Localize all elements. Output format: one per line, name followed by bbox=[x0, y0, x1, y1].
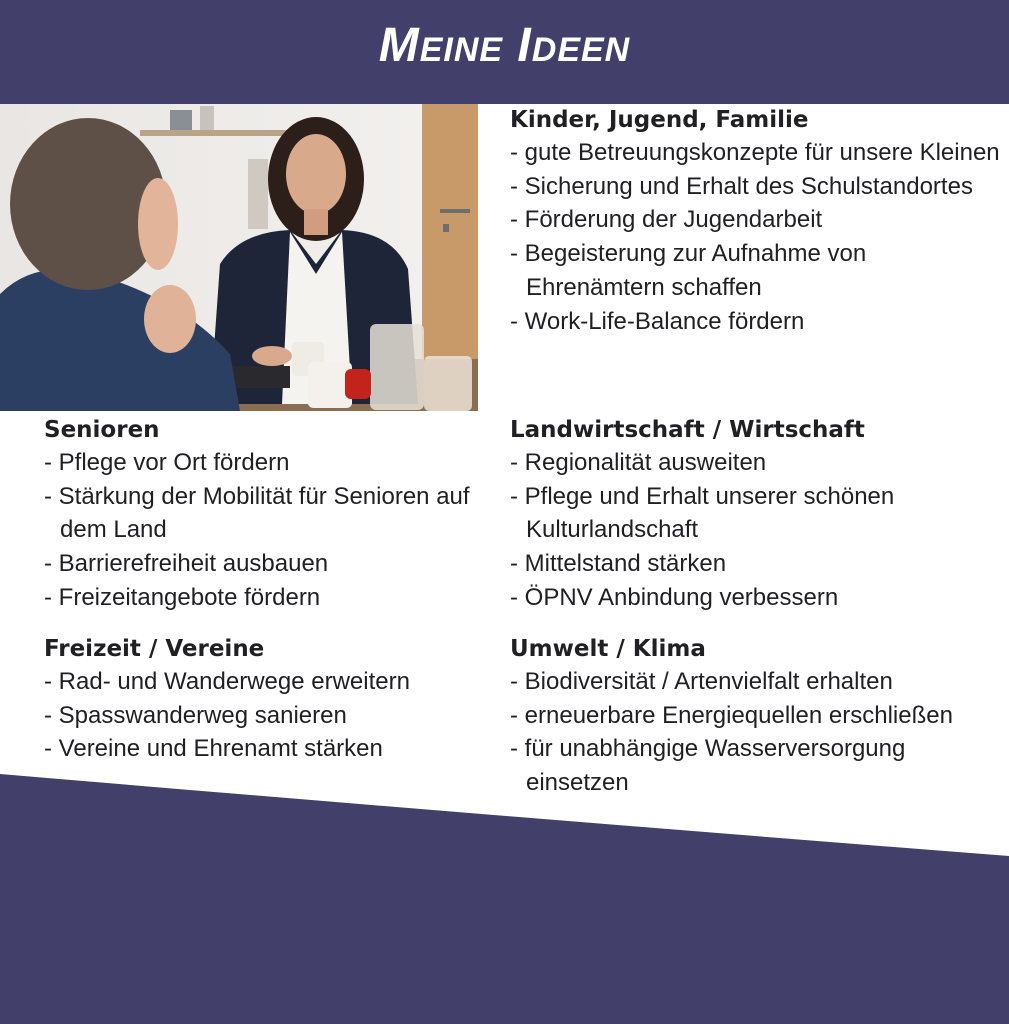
section-title: Umwelt / Klima bbox=[510, 636, 706, 662]
list-item: - Regionalität ausweiten bbox=[510, 449, 767, 476]
header-banner bbox=[0, 0, 1009, 104]
list-item: - Pflege und Erhalt unserer schönen Kulturlandschaft bbox=[510, 482, 895, 544]
section-title: Kinder, Jugend, Familie bbox=[510, 107, 809, 133]
list-item: - Rad- und Wanderwege erweitern bbox=[44, 668, 410, 695]
list-item: - Biodiversität / Artenvielfalt erhalten bbox=[510, 668, 893, 695]
page-title: Meine Ideen bbox=[378, 19, 631, 72]
list-item: - Pflege vor Ort fördern bbox=[44, 449, 290, 476]
section-title: Senioren bbox=[44, 417, 160, 443]
meeting-photo bbox=[0, 104, 478, 411]
section-freizeit-vereine bbox=[44, 633, 494, 766]
list-item: - gute Betreuungskonzepte für unsere Kleinen bbox=[510, 139, 1000, 166]
section-title: Landwirtschaft / Wirtschaft bbox=[510, 417, 865, 443]
section-landwirtschaft-wirtschaft bbox=[510, 414, 1000, 615]
list-item: - erneuerbare Energiequellen erschließen bbox=[510, 701, 953, 729]
list-item: - Begeisterung zur Aufnahme von Ehrenämtern schaffen bbox=[510, 240, 867, 301]
list-item: - ÖPNV Anbindung verbessern bbox=[510, 583, 839, 611]
list-item: - Stärkung der Mobilität für Senioren auf dem Land bbox=[44, 482, 470, 544]
list-item: - Barrierefreiheit ausbauen bbox=[44, 550, 329, 578]
section-umwelt-klima bbox=[510, 633, 1000, 800]
list-item: - Vereine und Ehrenamt stärken bbox=[44, 735, 383, 763]
section-senioren bbox=[44, 414, 494, 615]
list-item: - für unabhängige Wasserversorgung einsetzen bbox=[510, 735, 906, 797]
list-item: - Freizeitangebote fördern bbox=[44, 583, 321, 611]
list-item: - Spasswanderweg sanieren bbox=[44, 701, 347, 729]
list-item: - Work-Life-Balance fördern bbox=[510, 307, 805, 335]
section-kinder-jugend-familie bbox=[510, 104, 1000, 338]
list-item: - Sicherung und Erhalt des Schulstandortes bbox=[510, 172, 973, 200]
list-item: - Förderung der Jugendarbeit bbox=[510, 206, 823, 234]
list-item: - Mittelstand stärken bbox=[510, 550, 727, 578]
section-title: Freizeit / Vereine bbox=[44, 636, 265, 662]
